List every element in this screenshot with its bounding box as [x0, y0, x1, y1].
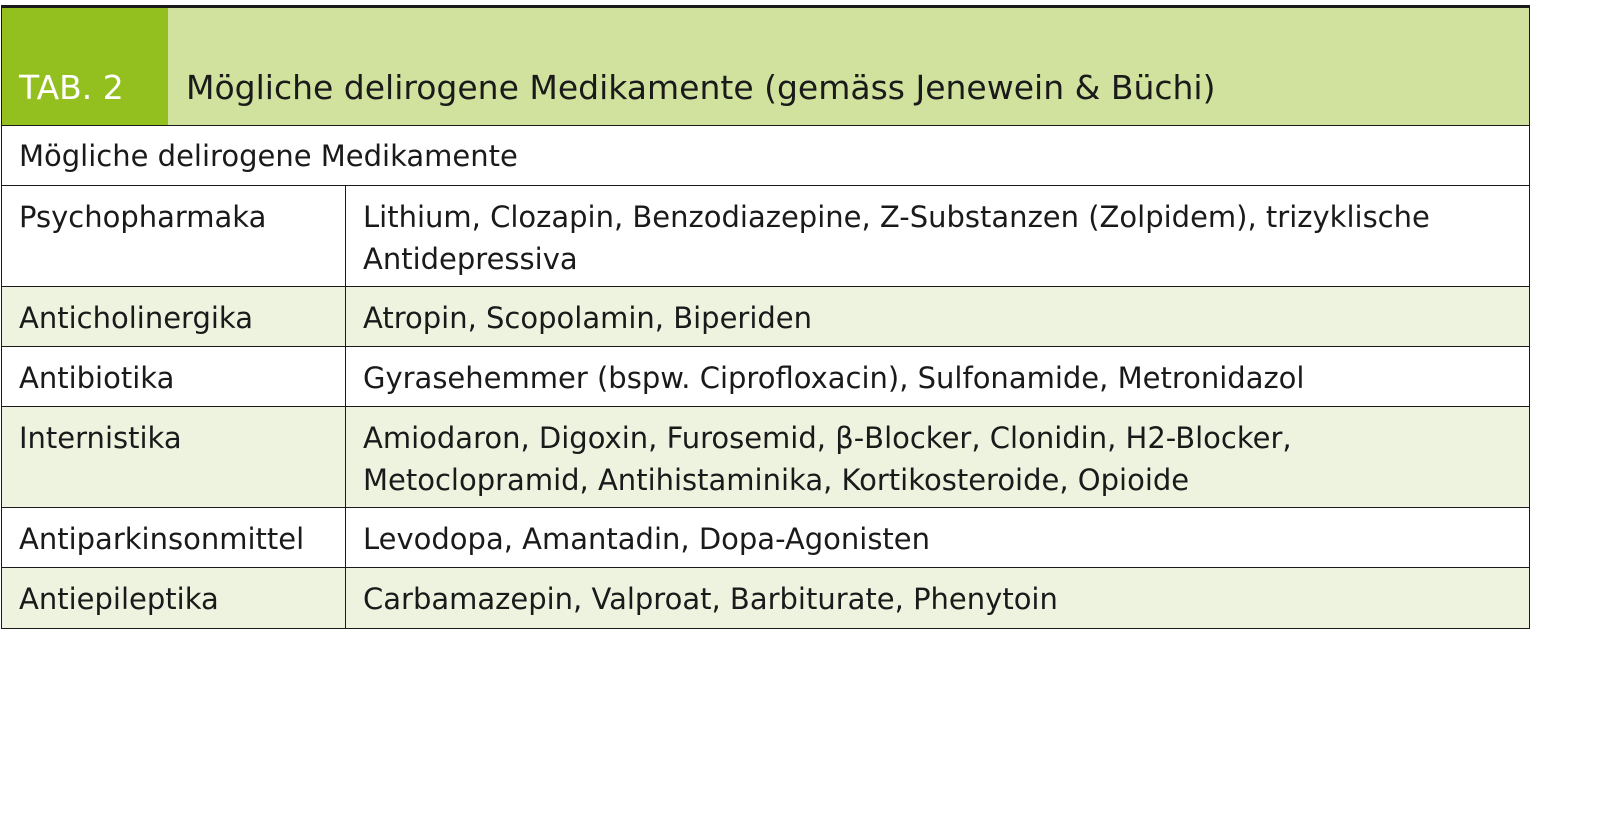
drugs-cell: Gyrasehemmer (bspw. Ciprofloxacin), Sulfonamide, Metronidazol — [363, 361, 1305, 395]
table-row — [2, 186, 1529, 287]
drugs-cell: Carbamazepin, Valproat, Barbiturate, Phenytoin — [363, 582, 1058, 616]
table-subheader: Mögliche delirogene Medikamente — [2, 126, 1529, 186]
category-cell: Internistika — [2, 407, 346, 507]
drugs-cell: Amiodaron, Digoxin, Furosemid, β-Blocker, Clonidin, H2-Blocker, Metoclopramid, Antihistaminika, Kortikosteroide, Opioide — [363, 421, 1292, 497]
table-row — [2, 287, 1529, 347]
drugs-cell: Lithium, Clozapin, Benzodiazepine, Z-Substanzen (Zolpidem), trizyklische Antidepressiva — [363, 200, 1430, 276]
table-title: Mögliche delirogene Medikamente (gemäss Jenewein & Büchi) — [168, 8, 1529, 125]
category-cell: Antiparkinsonmittel — [2, 508, 346, 567]
table-row — [2, 508, 1529, 568]
category-cell: Antiepileptika — [2, 568, 346, 628]
table-header — [2, 8, 1529, 126]
table-row — [2, 568, 1529, 628]
drugs-cell: Atropin, Scopolamin, Biperiden — [363, 301, 813, 335]
table-label: TAB. 2 — [2, 8, 168, 125]
drugs-cell: Levodopa, Amantadin, Dopa-Agonisten — [363, 522, 931, 556]
medication-table — [1, 5, 1530, 629]
category-cell: Antibiotika — [2, 347, 346, 406]
category-cell: Anticholinergika — [2, 287, 346, 346]
table-row — [2, 407, 1529, 508]
table-row — [2, 347, 1529, 407]
category-cell: Psychopharmaka — [2, 186, 346, 286]
